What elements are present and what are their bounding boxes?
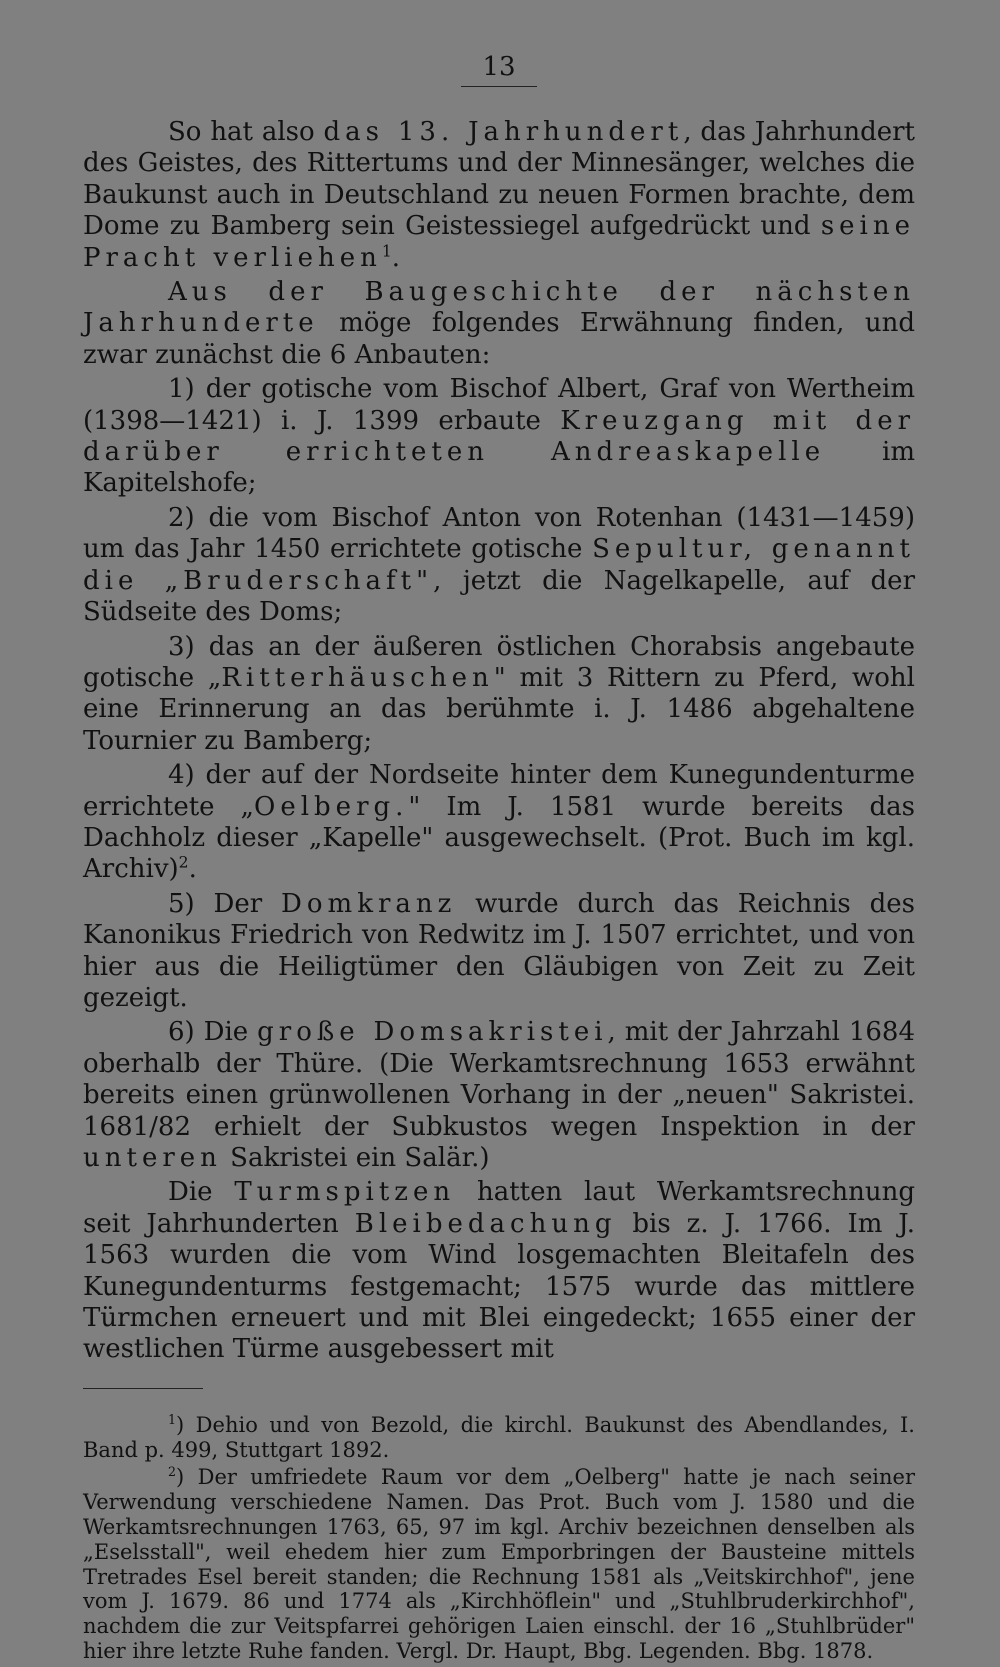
text-run: 4) der auf der Nordseite hinter dem Kunegundenturme errichtete „ bbox=[83, 760, 915, 822]
text-run: Sakristei ein Salär.) bbox=[221, 1143, 490, 1173]
text-run: ) Dehio und von Bezold, die kirchl. Baukunst des Abendlandes, I. Band p. 499, Stuttgart 1892. bbox=[83, 1412, 915, 1462]
footnote bbox=[83, 1465, 915, 1663]
paragraph bbox=[83, 374, 915, 500]
text-run: So hat also bbox=[168, 117, 324, 147]
text-run: " mit 3 Rittern zu Pferd, wohl eine Erinnerung an das berühmte i. J. 1486 abgehaltene Tournier zu Bamberg; bbox=[83, 662, 915, 756]
page-number: 13 bbox=[482, 52, 516, 82]
spaced-emphasis: seine Pracht verliehen bbox=[83, 211, 915, 273]
text-run: wurde durch das Reichnis des Kanonikus Friedrich von Redwitz im J. 1507 errichtet, und von hier aus die Heiligtümer den Gläubigen von Zeit zu Zeit gezeigt. bbox=[83, 888, 915, 1013]
text-run: ) Der umfriedete Raum vor dem „Oelberg" hatte je nach seiner Verwendung verschiedene Namen. Das Prot. Buch vom J. 1580 und die Werkamtsrechnungen 1763, 65, 97 im kgl. Archiv bezeichnen denselben als „Eselsstall", weil ehedem hier zum Emporbringen der Bausteine mittels Tretrades Esel bereit standen; die Rechnung 1581 als „Veitskirchhof", jene vom J. 1679. 86 und 1774 als „Kirchhöflein" und „Stuhlbruderkirchhof", nachdem die zur Veitspfarrei gehörigen Laien einschl. der 16 „Stuhlbrüder" hier ihre letzte Ruhe fanden. Vergl. Dr. Haupt, Bbg. Legenden. Bbg. 1878. bbox=[83, 1465, 915, 1664]
text-run: , jetzt die Nagelkapelle, auf der Südseite des Doms; bbox=[83, 565, 915, 628]
text-run: 1) der gotische vom Bischof Albert, Graf von Wertheim (1398—1421) i. J. 1399 erbaute bbox=[83, 374, 915, 436]
spaced-emphasis: Oelberg. bbox=[254, 791, 409, 822]
text-run: " Im J. 1581 wurde bereits das Dachholz dieser „Kapelle" ausgewechselt. (Prot. Buch im kgl. Archiv) bbox=[83, 791, 915, 885]
paragraph bbox=[83, 889, 915, 1015]
paragraph bbox=[83, 117, 915, 274]
text-run: , mit der Jahrzahl 1684 oberhalb der Thüre. (Die Werkamtsrechnung 1653 erwähnt bereits einen grünwollenen Vorhang in der „neuen" Sakristei. 1681/82 erhielt der Subkustos wegen Inspektion in der bbox=[83, 1017, 915, 1142]
spaced-emphasis: Turmspitzen bbox=[234, 1177, 456, 1208]
spaced-emphasis: große Domsakristei bbox=[257, 1017, 608, 1048]
page-number-rule bbox=[461, 86, 537, 87]
footnote bbox=[83, 1413, 915, 1463]
footnote-rule bbox=[83, 1388, 203, 1389]
footnote-marker: 1 bbox=[381, 241, 392, 260]
footnote-marker: 1 bbox=[168, 1411, 177, 1427]
paragraph bbox=[83, 1177, 915, 1365]
text-run: hatten laut Werkamtsrechnung seit Jahrhunderten bbox=[83, 1177, 915, 1239]
spaced-emphasis: unteren bbox=[83, 1143, 222, 1173]
text-run: , das Jahrhundert des Geistes, des Rittertums und der Minnesänger, welches die Baukunst auch in Deutschland zu neuen Formen brachte, dem Dome zu Bamberg sein Geistessiegel aufgedrückt und bbox=[83, 117, 916, 242]
text-run: 2) die vom Bischof Anton von Rotenhan (1431—1459) um das Jahr 1450 errichtete gotische bbox=[83, 502, 915, 565]
paragraph bbox=[83, 503, 915, 629]
paragraph bbox=[83, 1017, 915, 1174]
spaced-emphasis: Sepultur, genannt die „Bruderschaft" bbox=[83, 534, 915, 596]
paragraph bbox=[83, 760, 915, 886]
spaced-emphasis: Ritterhäuschen bbox=[221, 662, 494, 693]
text-run: im Kapitelshofe; bbox=[83, 437, 916, 499]
text-run: 3) das an der äußeren östlichen Chorabsis angebaute gotische „ bbox=[83, 631, 915, 693]
text-run: 5) Der bbox=[168, 888, 282, 919]
footnotes bbox=[83, 1413, 915, 1664]
paragraph bbox=[83, 632, 915, 758]
text-run: bis z. J. 1766. Im J. 1563 wurden die vom Wind losgemachten Bleitafeln des Kunegundenturms festgemacht; 1575 wurde das mittlere Türmchen erneuert und mit Blei eingedeckt; 1655 einer der westlichen Türme ausgebessert mit bbox=[83, 1208, 915, 1365]
text-run: 6) Die bbox=[168, 1017, 258, 1048]
footnote-marker: 2 bbox=[178, 853, 189, 872]
book-page bbox=[83, 52, 915, 1667]
text-run: Die bbox=[168, 1177, 235, 1208]
spaced-emphasis: Bleibedachung bbox=[354, 1208, 617, 1239]
spaced-emphasis: Kreuzgang mit der darüber errichteten Andreaskapelle bbox=[83, 405, 916, 468]
text-run: . bbox=[391, 242, 401, 273]
footnote-marker: 2 bbox=[168, 1464, 177, 1480]
spaced-emphasis: Domkranz bbox=[281, 888, 457, 919]
paragraph bbox=[83, 277, 915, 371]
text-run: möge folgendes Erwähnung finden, und zwar zunächst die 6 Anbauten: bbox=[83, 308, 915, 370]
spaced-emphasis: Aus der Baugeschichte der nächsten Jahrhunderte bbox=[83, 277, 915, 339]
body-text bbox=[83, 117, 915, 1366]
text-run: . bbox=[188, 854, 197, 885]
spaced-emphasis: das 13. Jahrhundert bbox=[323, 117, 684, 147]
